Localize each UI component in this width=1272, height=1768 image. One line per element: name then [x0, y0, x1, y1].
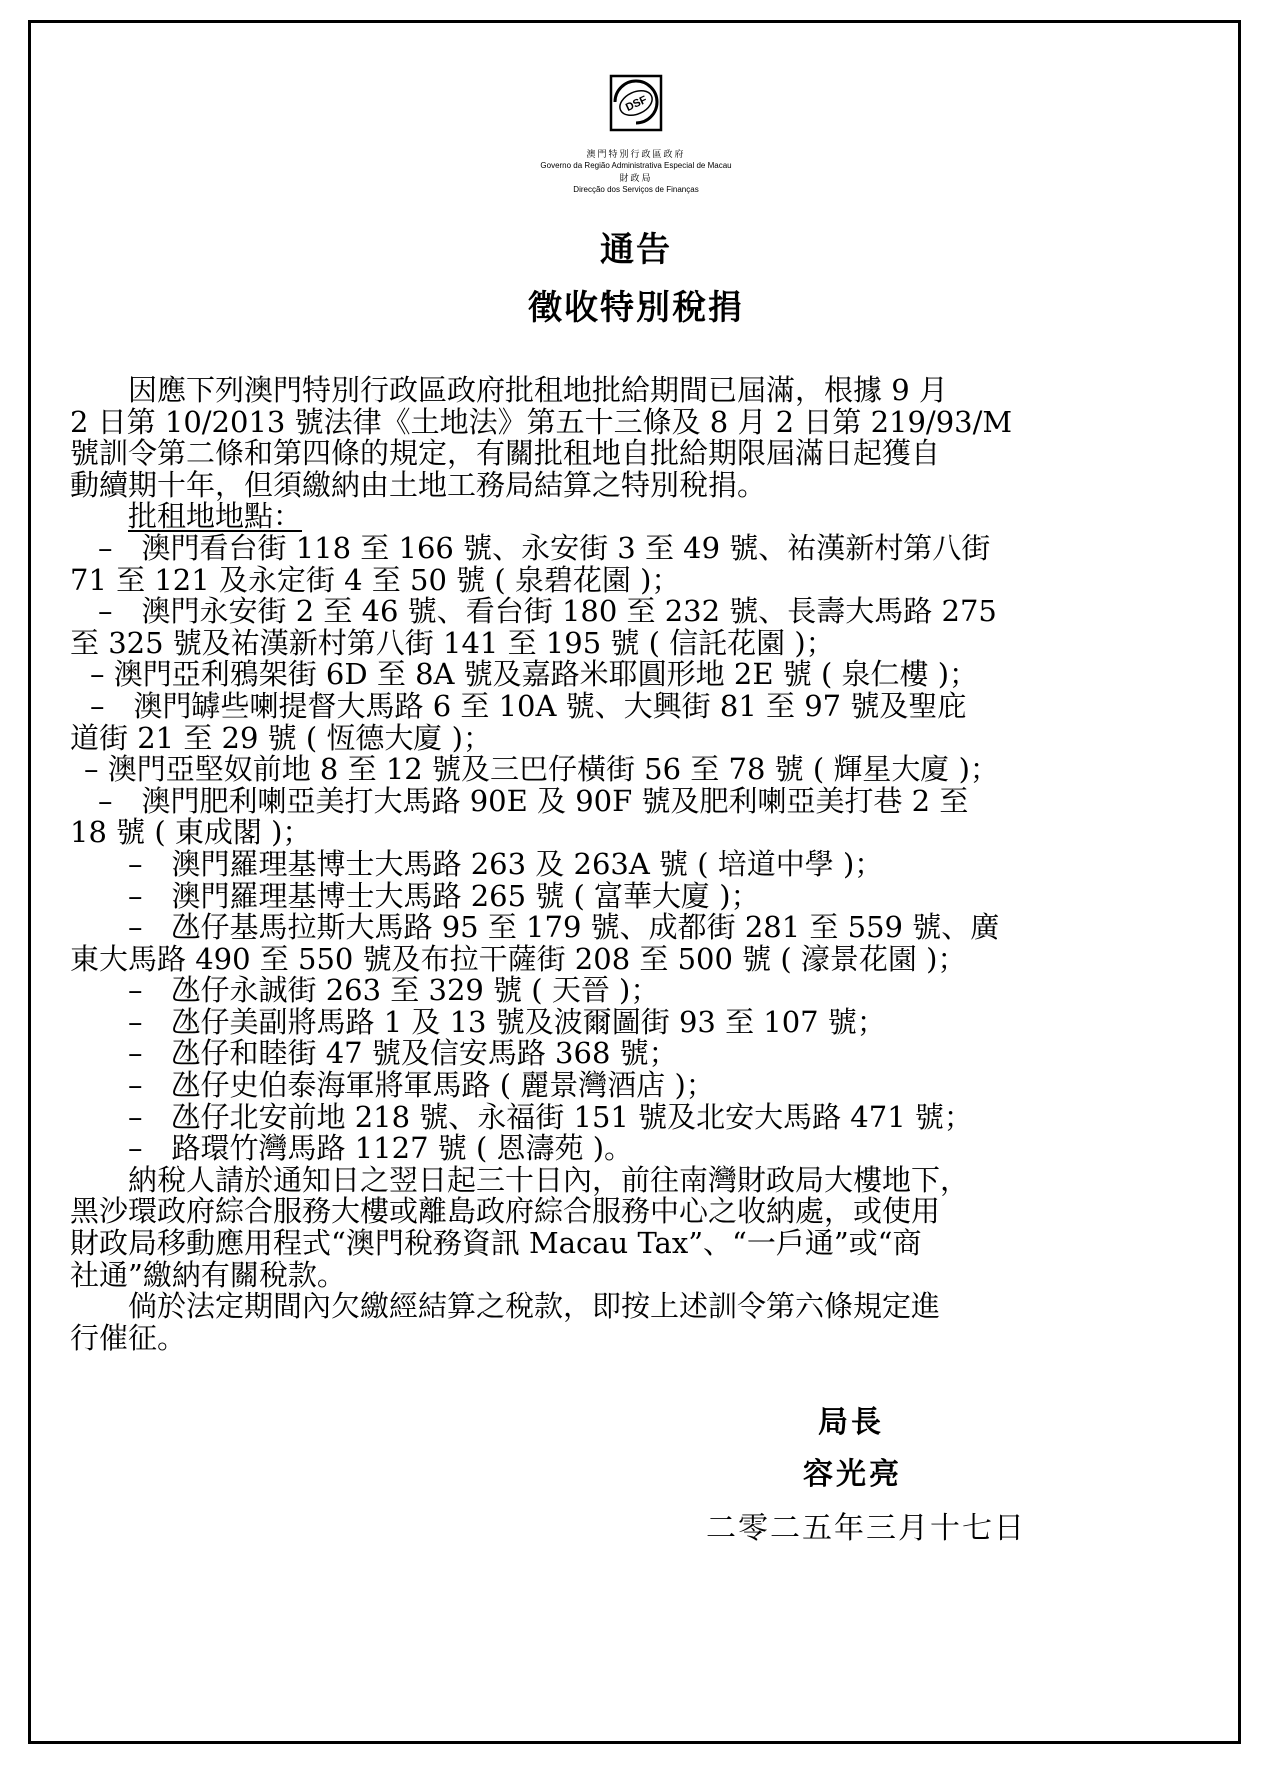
location-item: 至 325 號及祐漢新村第八街 141 至 195 號 ( 信託花園 )；: [70, 625, 835, 660]
location-item: – 澳門永安街 2 至 46 號、看台街 180 至 232 號、長壽大馬路 275: [98, 594, 997, 629]
payment-line: 社通”繳納有關稅款。: [70, 1257, 346, 1292]
location-item: – 氹仔北安前地 218 號、永福街 151 號及北安大馬路 471 號；: [128, 1099, 973, 1134]
location-item: – 路環竹灣馬路 1127 號 ( 恩濤苑 )。: [128, 1131, 634, 1166]
location-item: 東大馬路 490 至 550 號及布拉干薩街 208 至 500 號 ( 濠景花園 )；: [70, 941, 967, 976]
intro-line: 號訓令第二條和第四條的規定，有關批租地自批給期限屆滿日起獲自: [70, 436, 941, 471]
intro-line: 2 日第 10/2013 號法律《土地法》第五十三條及 8 月 2 日第 219/93/M: [70, 404, 1013, 439]
location-item: – 澳門罅些喇提督大馬路 6 至 10A 號、大興街 81 至 97 號及聖庇: [90, 688, 967, 723]
location-item: – 氹仔和睦街 47 號及信安馬路 368 號；: [128, 1036, 678, 1071]
notice-date: 二零二五年三月十七日: [706, 1511, 1026, 1546]
org-name-pt: Governo da Região Administrativa Especial de Macau: [540, 161, 732, 170]
location-item: 71 至 121 及永定街 4 至 50 號 ( 泉碧花園 )；: [70, 562, 681, 597]
dsf-logo: [0, 72, 1272, 134]
organization-block: [0, 148, 1272, 196]
location-item: – 澳門肥利喇亞美打大馬路 90E 及 90F 號及肥利喇亞美打巷 2 至: [98, 783, 969, 818]
intro-line: 動續期十年，但須繳納由土地工務局結算之特別稅捐。: [70, 467, 767, 502]
signatory-title: 局長: [818, 1405, 884, 1440]
location-item: 18 號 ( 東成閣 )；: [70, 815, 312, 850]
signatory-name: 容光亮: [803, 1457, 902, 1492]
dept-name-pt: Direcção dos Serviços de Finanças: [573, 185, 699, 194]
location-item: – 澳門亞堅奴前地 8 至 12 號及三巴仔橫街 56 至 78 號 ( 輝星大廈 )；: [84, 752, 999, 787]
location-item: – 氹仔永誠街 263 至 329 號 ( 天晉 )；: [128, 973, 660, 1008]
location-item: – 澳門看台街 118 至 166 號、永安街 3 至 49 號、祐漢新村第八街: [98, 530, 991, 565]
dsf-logo-icon: [607, 72, 665, 134]
intro-line: 因應下列澳門特別行政區政府批租地批給期間已屆滿，根據 9 月: [128, 373, 948, 407]
location-item: – 澳門羅理基博士大馬路 265 號 ( 富華大廈 )；: [128, 878, 760, 913]
logo-text: DSF: [623, 93, 649, 114]
org-name-zh: 澳門特別行政區政府: [586, 149, 686, 159]
locations-heading: 批租地地點：: [128, 499, 303, 534]
location-item: – 氹仔美副將馬路 1 及 13 號及波爾圖街 93 至 107 號；: [128, 1004, 886, 1039]
location-item: – 澳門羅理基博士大馬路 263 及 263A 號 ( 培道中學 )；: [128, 846, 884, 881]
location-item: – 澳門亞利鴉架街 6D 至 8A 號及嘉路米耶圓形地 2E 號 ( 泉仁樓 )；: [90, 657, 979, 692]
location-item: – 氹仔史伯泰海軍將軍馬路 ( 麗景灣酒店 )；: [128, 1068, 715, 1103]
dept-name-zh: 財政局: [619, 173, 653, 183]
location-item: – 氹仔基馬拉斯大馬路 95 至 179 號、成都街 281 至 559 號、廣: [128, 910, 1000, 945]
payment-line: 納稅人請於通知日之翌日起三十日內，前往南灣財政局大樓地下，: [128, 1162, 970, 1197]
notice-title: 通告: [600, 230, 672, 270]
notice-subtitle: 徵收特別稅捐: [528, 288, 744, 328]
notice-body: [70, 375, 1195, 1354]
payment-line: 財政局移動應用程式“澳門稅務資訊 Macau Tax”、“一戶通”或“商: [70, 1226, 922, 1261]
location-item: 道街 21 至 29 號 ( 恆德大廈 )；: [70, 720, 492, 755]
enforcement-line: 行催征。: [70, 1320, 187, 1355]
enforcement-line: 倘於法定期間內欠繳經結算之稅款，即按上述訓令第六條規定進: [128, 1289, 941, 1324]
payment-line: 黑沙環政府綜合服務大樓或離島政府綜合服務中心之收納處，或使用: [70, 1194, 941, 1229]
